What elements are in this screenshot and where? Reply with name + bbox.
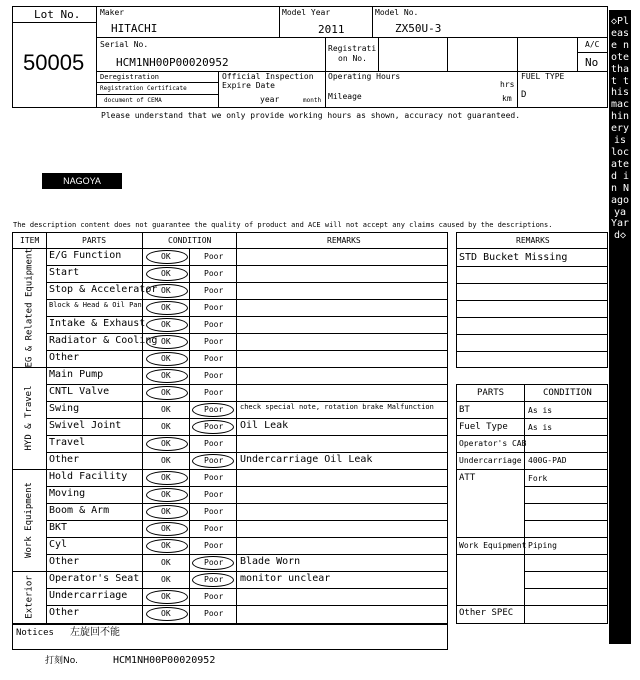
condition-ok: OK — [161, 456, 171, 465]
model-no-value: ZX50U-3 — [395, 22, 442, 35]
condition-poor-circle — [192, 420, 234, 434]
table-row-divider — [46, 435, 448, 436]
condition-poor: Poor — [204, 575, 224, 584]
group-label: Work Equipment — [24, 482, 34, 558]
condition-poor: Poor — [204, 405, 224, 414]
serial-label: Serial No. — [100, 40, 149, 49]
condition-ok-circle — [146, 250, 188, 264]
condition-ok: OK — [161, 592, 171, 601]
condition-ok: OK — [161, 388, 171, 397]
table-row-part: Other — [49, 556, 80, 567]
table-row-remark: Undercarriage Oil Leak — [240, 454, 373, 465]
operator-cab-label: Operator's CAB — [459, 439, 527, 448]
table-row-part: Swing — [49, 403, 80, 414]
hours-notice: Please understand that we only provide working hours as shown, accuracy not guaranteed. — [101, 111, 521, 120]
table-row-remark: check special note, rotation brake Malfunction — [240, 403, 434, 411]
table-row-divider — [46, 503, 448, 504]
table-row-part: Swivel Joint — [49, 420, 122, 431]
work-equipment-label: Work Equipment — [459, 541, 527, 550]
table-row-part: Moving — [49, 488, 86, 499]
condition-ok: OK — [161, 320, 171, 329]
table-row-part: Travel — [49, 437, 86, 448]
condition-poor: Poor — [204, 286, 224, 295]
col-item-header: ITEM — [20, 236, 40, 245]
work-equipment-value: Piping — [528, 541, 557, 550]
condition-ok-circle — [146, 352, 188, 366]
deregistration-label: Deregistration — [100, 73, 160, 81]
condition-ok-circle — [146, 471, 188, 485]
condition-poor: Poor — [204, 609, 224, 618]
col-parts-header: PARTS — [82, 236, 107, 245]
table-row-divider — [46, 282, 448, 283]
condition-ok-circle — [146, 284, 188, 298]
right-remarks-header: REMARKS — [516, 236, 550, 245]
location-badge: NAGOYA — [42, 173, 122, 189]
condition-poor: Poor — [204, 303, 224, 312]
group-label: Exterior — [24, 574, 34, 619]
month-label: month — [303, 97, 322, 104]
condition-poor: Poor — [204, 354, 224, 363]
notices-value: 左旋回不能 — [70, 627, 120, 638]
undercarriage-label: Undercarriage — [459, 456, 522, 465]
fuel-type-label: FUEL TYPE — [521, 72, 565, 81]
disclaimer: The description content does not guarantee the quality of product and ACE will not accept any claims caused by the descriptions. — [13, 221, 553, 229]
table-row-part: Start — [49, 267, 80, 278]
header-frame — [12, 6, 608, 108]
lot-label: Lot No. — [34, 8, 81, 21]
condition-ok-circle — [146, 590, 188, 604]
fuel-type-row-label: Fuel Type — [459, 422, 508, 432]
table-row-divider — [46, 401, 448, 402]
notices-label: Notices — [16, 628, 54, 638]
table-row-divider — [46, 384, 448, 385]
condition-ok: OK — [161, 337, 171, 346]
table-row-divider — [12, 367, 448, 368]
operating-hours-label: Operating Hours — [328, 72, 401, 81]
table-row-part: Other — [49, 352, 80, 363]
condition-ok: OK — [161, 422, 171, 431]
group-label: EG & Related Equipment — [24, 247, 34, 367]
condition-poor: Poor — [204, 456, 224, 465]
condition-poor: Poor — [204, 541, 224, 550]
condition-poor: Poor — [204, 337, 224, 346]
condition-ok: OK — [161, 524, 171, 533]
condition-poor: Poor — [204, 269, 224, 278]
table-row-part: Radiator & Cooling — [49, 335, 158, 346]
registration-certificate-label: Registration Certificate — [100, 85, 187, 92]
condition-poor: Poor — [204, 558, 224, 567]
table-row-divider — [46, 418, 448, 419]
table-row-divider — [46, 350, 448, 351]
table-row-remark: monitor unclear — [240, 573, 331, 584]
condition-ok-circle — [146, 369, 188, 383]
condition-ok: OK — [161, 490, 171, 499]
table-row-divider — [46, 554, 448, 555]
table-row-part: Block & Head & Oil Pan — [49, 301, 142, 309]
condition-ok-circle — [146, 267, 188, 281]
condition-ok: OK — [161, 609, 171, 618]
condition-ok-circle — [146, 301, 188, 315]
col-remarks-header: REMARKS — [327, 236, 361, 245]
table-row-part: Other — [49, 454, 80, 465]
model-no-label: Model No. — [375, 8, 419, 17]
condition-ok-circle — [146, 522, 188, 536]
lot-number: 50005 — [23, 50, 85, 75]
table-row-part: Other — [49, 607, 80, 618]
condition-ok-circle — [146, 505, 188, 519]
serial-value: HCM1NH00P00020952 — [116, 56, 229, 69]
registration-label-2: on No. — [338, 54, 367, 63]
condition-poor: Poor — [204, 388, 224, 397]
condition-ok-circle — [146, 539, 188, 553]
condition-poor: Poor — [204, 524, 224, 533]
table-row-divider — [12, 469, 448, 470]
condition-ok: OK — [161, 286, 171, 295]
condition-poor: Poor — [204, 439, 224, 448]
table-row-divider — [12, 571, 448, 572]
registration-label-1: Registrati — [328, 44, 377, 53]
ac-label: A/C — [585, 40, 600, 49]
condition-ok-circle — [146, 488, 188, 502]
year-label: year — [260, 95, 280, 104]
table-row-remark: Blade Worn — [240, 556, 301, 567]
undercarriage-value: 400G-PAD — [528, 456, 567, 465]
location-sidebar — [609, 10, 631, 644]
condition-poor: Poor — [204, 252, 224, 261]
table-row-divider — [46, 605, 448, 606]
table-row-part: Stop & Accelerator — [49, 284, 158, 295]
condition-poor-circle — [192, 556, 234, 570]
condition-poor: Poor — [204, 422, 224, 431]
condition-ok: OK — [161, 541, 171, 550]
other-spec-label: Other SPEC — [459, 608, 514, 618]
condition-ok: OK — [161, 575, 171, 584]
condition-poor: Poor — [204, 320, 224, 329]
km-label: km — [502, 94, 512, 103]
condition-ok: OK — [161, 507, 171, 516]
table-row-divider — [46, 486, 448, 487]
condition-poor: Poor — [204, 371, 224, 380]
right-condition-header: CONDITION — [543, 388, 592, 398]
condition-ok: OK — [161, 252, 171, 261]
fuel-type-value: D — [521, 90, 527, 100]
fuel-type-row-value: As is — [528, 423, 553, 432]
table-row-divider — [46, 452, 448, 453]
mileage-label: Mileage — [328, 92, 362, 101]
group-label: HYD & Travel — [24, 385, 34, 451]
col-condition-header: CONDITION — [168, 236, 212, 245]
table-row-part: Intake & Exhaust — [49, 318, 146, 329]
condition-poor-circle — [192, 454, 234, 468]
maker-value: HITACHI — [111, 22, 158, 35]
condition-ok: OK — [161, 354, 171, 363]
condition-ok: OK — [161, 473, 171, 482]
condition-poor: Poor — [204, 507, 224, 516]
right-parts-header: PARTS — [477, 388, 505, 398]
stamp-value: HCM1NH00P00020952 — [113, 655, 216, 666]
right-remark-1: STD Bucket Missing — [459, 252, 568, 263]
table-row-part: Cyl — [49, 539, 68, 550]
condition-ok-circle — [146, 437, 188, 451]
table-row-part: Operator's Seat — [49, 573, 140, 584]
condition-poor: Poor — [204, 592, 224, 601]
table-row-part: Boom & Arm — [49, 505, 110, 516]
inspection-label-2: Expire Date — [222, 81, 275, 90]
bt-value: As is — [528, 406, 553, 415]
stamp-label: 打刻No. — [45, 656, 78, 666]
table-row-divider — [46, 520, 448, 521]
hrs-label: hrs — [500, 80, 515, 89]
model-year-label: Model Year — [282, 8, 331, 17]
att-value: Fork — [528, 474, 548, 483]
table-row-part: Undercarriage — [49, 590, 128, 601]
condition-poor-circle — [192, 573, 234, 587]
condition-ok: OK — [161, 439, 171, 448]
table-row-divider — [46, 316, 448, 317]
table-row-part: Hold Facility — [49, 471, 128, 482]
location-sidebar-text: ◇Please note that this machinery is located in Nagoya Yard◇ — [610, 16, 630, 242]
bt-label: BT — [459, 405, 470, 415]
cema-document-label: document of CEMA — [104, 97, 162, 104]
table-row-divider — [46, 588, 448, 589]
table-row-remark: Oil Leak — [240, 420, 289, 431]
table-row-part: Main Pump — [49, 369, 104, 380]
condition-ok: OK — [161, 269, 171, 278]
condition-ok: OK — [161, 303, 171, 312]
maker-label: Maker — [100, 8, 125, 17]
model-year-value: 2011 — [318, 23, 345, 36]
condition-ok-circle — [146, 607, 188, 621]
table-row-divider — [46, 299, 448, 300]
condition-poor: Poor — [204, 490, 224, 499]
att-label: ATT — [459, 473, 476, 483]
inspection-label-1: Official Inspection — [222, 72, 314, 81]
table-row-divider — [46, 265, 448, 266]
table-row-part: CNTL Valve — [49, 386, 110, 397]
condition-ok: OK — [161, 558, 171, 567]
condition-ok-circle — [146, 335, 188, 349]
condition-poor-circle — [192, 403, 234, 417]
condition-ok: OK — [161, 405, 171, 414]
ac-value: No — [585, 56, 599, 69]
table-row-divider — [46, 537, 448, 538]
table-row-divider — [46, 333, 448, 334]
table-row-part: BKT — [49, 522, 68, 533]
condition-poor: Poor — [204, 473, 224, 482]
condition-ok: OK — [161, 371, 171, 380]
condition-ok-circle — [146, 386, 188, 400]
condition-ok-circle — [146, 318, 188, 332]
table-row-part: E/G Function — [49, 250, 122, 261]
